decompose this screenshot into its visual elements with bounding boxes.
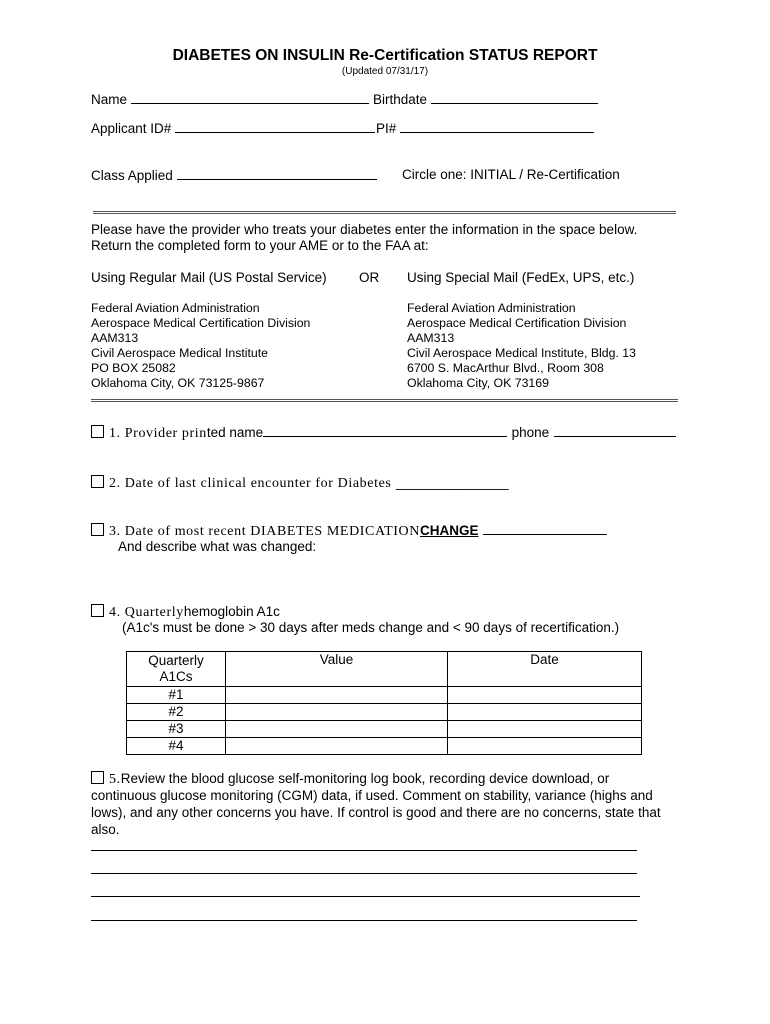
special-mail-heading: Using Special Mail (FedEx, UPS, etc.): [407, 270, 635, 285]
header-value: Value: [226, 652, 448, 687]
item-4-label-cont: hemoglobin A1c: [183, 604, 280, 619]
phone-label: phone: [511, 425, 550, 440]
birthdate-field[interactable]: [431, 91, 598, 104]
row-label: #4: [127, 738, 226, 755]
circle-one-text[interactable]: Circle one: INITIAL / Re-Certification: [402, 167, 620, 182]
item-5-line-1: [91, 771, 609, 788]
item-4-sub: (A1c's must be done > 30 days after meds change and < 90 days of recertification.): [122, 620, 620, 635]
item-provider-name: [91, 424, 676, 442]
item-5-number: 5.: [109, 772, 121, 787]
date-cell[interactable]: [448, 721, 642, 738]
value-cell[interactable]: [226, 721, 448, 738]
header-quarterly: [127, 652, 226, 687]
address-line: AAM313: [407, 331, 455, 345]
applicant-id-field[interactable]: [175, 120, 375, 133]
regular-mail-address: [91, 301, 310, 391]
address-line: Oklahoma City, OK 73125-9867: [91, 376, 265, 390]
date-cell[interactable]: [448, 687, 642, 704]
name-label: Name: [91, 92, 128, 107]
checkbox[interactable]: [91, 523, 104, 536]
header-date: Date: [448, 652, 642, 687]
table-row: [127, 687, 642, 704]
item-hemoglobin: [91, 603, 280, 621]
item-5-line-4: also.: [91, 822, 120, 837]
table-header-row: [127, 652, 642, 687]
table-row: [127, 738, 642, 755]
birthdate-label: Birthdate: [373, 92, 428, 107]
checkbox[interactable]: [91, 425, 104, 438]
item-5-line-3: lows), and any other concerns you have. If control is good and there are no concerns, state that: [91, 805, 661, 820]
checkbox[interactable]: [91, 604, 104, 617]
last-encounter-field[interactable]: _______________: [395, 475, 509, 490]
updated-date: (Updated 07/31/17): [341, 66, 429, 77]
row-label: #1: [127, 687, 226, 704]
comment-line[interactable]: [91, 850, 637, 851]
class-applied-label: Class Applied: [91, 168, 173, 183]
item-3-label: 3. Date of most recent DIABETES MEDICATION: [109, 524, 420, 539]
row-label: #3: [127, 721, 226, 738]
item-1-label-cont: ted name: [206, 425, 264, 440]
comment-line[interactable]: [91, 896, 640, 897]
address-line: Federal Aviation Administration: [407, 301, 576, 315]
item-4-label: 4. Quarterly: [109, 605, 184, 620]
name-row: [91, 91, 369, 107]
address-line: Aerospace Medical Certification Division: [407, 316, 627, 330]
checkbox[interactable]: [91, 475, 104, 488]
item-1-label: 1. Provider prin: [109, 426, 207, 441]
address-line: Federal Aviation Administration: [91, 301, 260, 315]
header-line: A1Cs: [159, 669, 193, 684]
applicant-id-label: Applicant ID#: [91, 121, 172, 136]
phone-field[interactable]: [554, 424, 676, 437]
birthdate-row: [373, 91, 598, 107]
table-row: [127, 704, 642, 721]
row-label: #2: [127, 704, 226, 721]
address-line: AAM313: [91, 331, 139, 345]
address-line: PO BOX 25082: [91, 361, 176, 375]
name-field[interactable]: [131, 91, 369, 104]
item-medication-change: [91, 522, 607, 540]
address-line: Oklahoma City, OK 73169: [407, 376, 549, 390]
item-3-sub: And describe what was changed:: [118, 539, 317, 554]
applicant-id-row: [91, 120, 375, 136]
section-divider: [93, 211, 676, 214]
item-5-text: Review the blood glucose self-monitoring log book, recording device download, or: [120, 771, 610, 786]
pi-row: [376, 120, 594, 136]
checkbox[interactable]: [91, 771, 104, 784]
address-line: Aerospace Medical Certification Division: [91, 316, 311, 330]
item-2-label: 2. Date of last clinical encounter for Diabetes: [109, 476, 392, 491]
regular-mail-heading: Using Regular Mail (US Postal Service): [91, 270, 327, 285]
class-applied-field[interactable]: [177, 167, 377, 180]
address-line: Civil Aerospace Medical Institute: [91, 346, 269, 360]
medication-change-field[interactable]: [483, 522, 607, 535]
a1c-table: [126, 651, 642, 755]
pi-field[interactable]: [400, 120, 594, 133]
form-title: DIABETES ON INSULIN Re-Certification STATUS REPORT: [172, 47, 598, 64]
instruction-line-1: Please have the provider who treats your diabetes enter the information in the space below.: [91, 222, 638, 237]
comment-line[interactable]: [91, 873, 637, 874]
date-cell[interactable]: [448, 704, 642, 721]
comment-line[interactable]: [91, 920, 637, 921]
value-cell[interactable]: [226, 738, 448, 755]
address-line: Civil Aerospace Medical Institute, Bldg. 13: [407, 346, 636, 360]
value-cell[interactable]: [226, 704, 448, 721]
table-row: [127, 721, 642, 738]
value-cell[interactable]: [226, 687, 448, 704]
change-emphasis: CHANGE: [419, 523, 479, 538]
pi-label: PI#: [376, 121, 397, 136]
or-label: OR: [359, 270, 380, 285]
header-line: Quarterly: [148, 653, 204, 668]
item-last-encounter: [91, 474, 509, 492]
date-cell[interactable]: [448, 738, 642, 755]
item-5-line-2: continuous glucose monitoring (CGM) data, if used. Comment on stability, variance (highs and: [91, 788, 653, 803]
section-divider: [91, 399, 678, 402]
special-mail-address: [407, 301, 636, 391]
address-line: 6700 S. MacArthur Blvd., Room 308: [407, 361, 604, 375]
provider-name-field[interactable]: [263, 424, 507, 437]
class-applied-row: [91, 167, 377, 183]
instruction-line-2: Return the completed form to your AME or to the FAA at:: [91, 238, 429, 253]
